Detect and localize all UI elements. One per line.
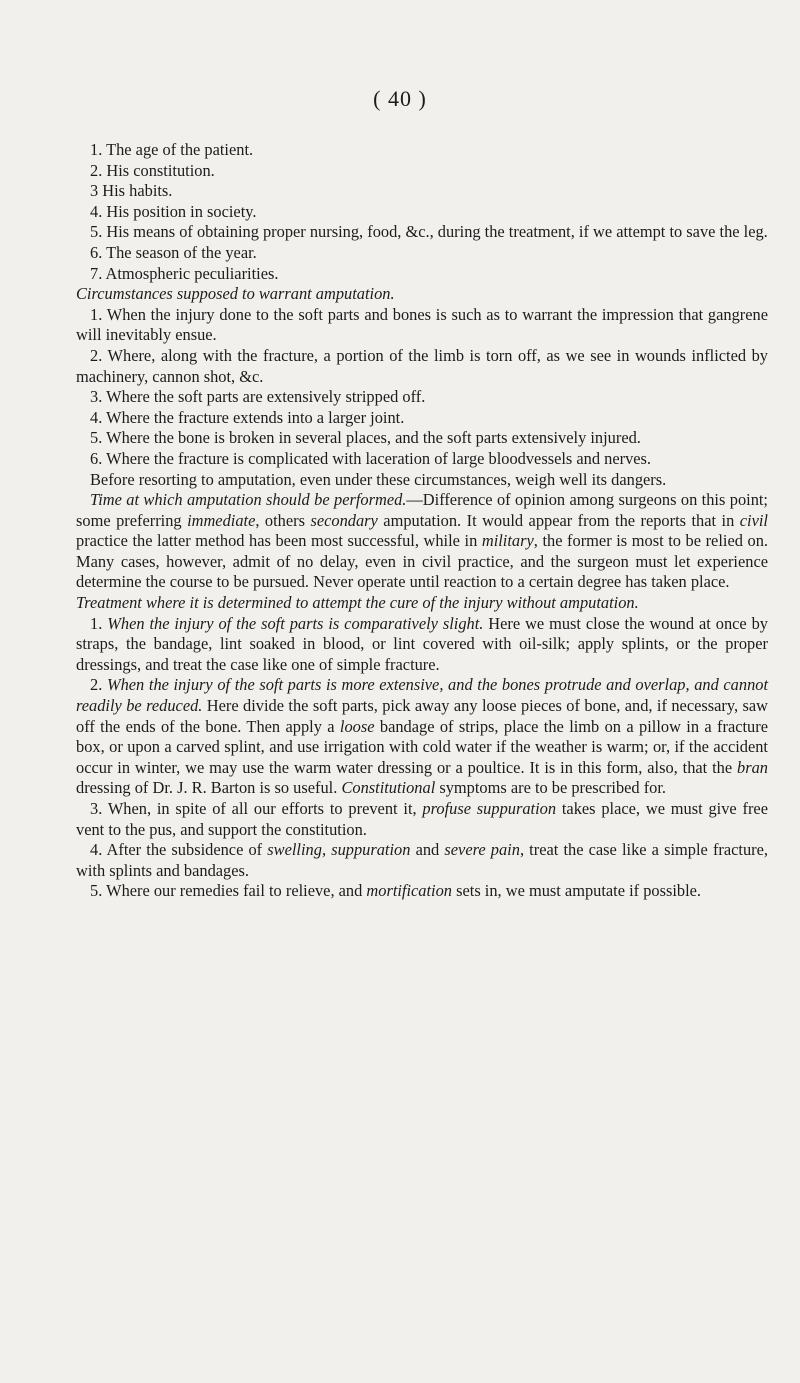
emphasis: mortification [366, 881, 453, 901]
emphasis: profuse suppuration [422, 799, 557, 818]
text-run: , treat the case like a simple fracture, with splints and bandages. [76, 840, 768, 880]
treatment-heading: Treatment where it is determined to attempt the cure of the injury without amputation. [76, 593, 639, 613]
consideration-item: 4. His position in society. [90, 201, 257, 221]
circumstance-item: 6. Where the fracture is complicated with laceration of large bloodvessels and nerves. [90, 448, 652, 468]
amputation-note: Before resorting to amputation, even under these circumstances, weigh well its dangers. [90, 469, 667, 489]
text-run: 3. When, in spite of all our efforts to prevent it, [90, 799, 423, 818]
treatment-item-1 [76, 614, 768, 676]
circumstance-item: 4. Where the fracture extends into a larger joint. [90, 407, 405, 427]
consideration-item: 7. Atmospheric peculiarities. [90, 263, 279, 283]
text-run: Here we must close the wound at once by straps, the bandage, lint soaked in blood, or lint covered with oil-silk; apply splints, or the proper dressings, and treat the case like one of simple fracture. [76, 613, 768, 674]
consideration-item: 3 His habits. [90, 181, 173, 201]
emphasis: When the injury of the soft parts is more extensive, and the bones protrude and overlap, and cannot readily be reduced. [76, 675, 769, 716]
consideration-item: 2. His constitution. [90, 160, 215, 180]
text-run: dressing of Dr. J. R. Barton is so useful. [76, 778, 342, 798]
emphasis: swelling [267, 840, 322, 860]
emphasis: bran [737, 757, 768, 777]
circumstance-item: 5. Where the bone is broken in several places, and the soft parts extensively injured. [90, 428, 641, 448]
circumstance-item: 3. Where the soft parts are extensively stripped off. [90, 387, 426, 407]
emphasis: secondary [310, 510, 378, 530]
item-label: 1. [90, 613, 108, 633]
text-run: 4. After the subsidence of [90, 840, 268, 860]
emphasis: civil [739, 510, 768, 530]
emphasis: When the injury of the soft parts is comparatively slight. [107, 613, 484, 633]
item-label: 2. [90, 675, 107, 695]
emphasis: Constitutional [341, 778, 436, 798]
text-run: bandage of strips, place the limb on a pillow in a fracture box, or upon a carved splint, and use irrigation with cold water if the weather is warm; or, if the accident occur in winter, we may use the warm water dressing or a poultice. It is in this form, also, that the [76, 716, 768, 777]
emphasis: severe pain [444, 840, 520, 860]
text-run: , [321, 840, 332, 860]
consideration-item: 1. The age of the patient. [90, 140, 254, 159]
text-run: , others [255, 510, 311, 530]
text-run: and [410, 840, 445, 860]
treatment-item-3 [76, 799, 768, 840]
treatment-item-4 [76, 840, 768, 881]
circumstance-item: 1. When the injury done to the soft parts and bones is such as to warrant the impression that gangrene will inevitably ensue. [76, 304, 768, 345]
consideration-item: 5. His means of obtaining proper nursing, food, &c., during the treatment, if we attempt to save the leg. [90, 222, 768, 242]
body-text [76, 140, 768, 902]
amputation-circumstances-heading: Circumstances supposed to warrant amputation. [76, 284, 395, 304]
treatment-item-5 [76, 881, 768, 902]
text-run: sets in, we must amputate if possible. [452, 881, 702, 901]
circumstance-item: 2. Where, along with the fracture, a portion of the limb is torn off, as we see in wounds inflicted by machinery, cannon shot, &c. [76, 345, 768, 386]
text-run: amputation. It would appear from the reports that in [377, 510, 740, 530]
text-run: takes place, we must give free vent to the pus, and support the constitution. [76, 799, 768, 839]
page-number: ( 40 ) [373, 86, 427, 111]
text-run: —Difference of opinion among surgeons on this point; some preferring [76, 490, 768, 530]
treatment-item-2 [76, 675, 768, 799]
text-run: Here divide the soft parts, pick away any loose pieces of bone, and, if necessary, saw off the ends of the bone. Then apply a [76, 696, 768, 736]
time-of-amputation-paragraph [76, 490, 768, 593]
time-heading: Time at which amputation should be performed. [90, 490, 407, 510]
emphasis: loose [339, 716, 375, 736]
emphasis: military [481, 531, 534, 551]
text-run: symptoms are to be prescribed for. [435, 778, 667, 798]
text-run: , the former is most to be relied on. Many cases, however, admit of no delay, even in civil practice, and the surgeon must let experience determine the course to be pursued. Never operate until reaction to a certain degree has taken place. [76, 531, 768, 592]
consideration-item: 6. The season of the year. [90, 242, 257, 262]
text-run: 5. Where our remedies fail to relieve, and [90, 881, 367, 901]
text-run: practice the latter method has been most successful, while in [76, 531, 482, 551]
emphasis: suppuration [331, 840, 411, 860]
emphasis: immediate [187, 510, 256, 530]
